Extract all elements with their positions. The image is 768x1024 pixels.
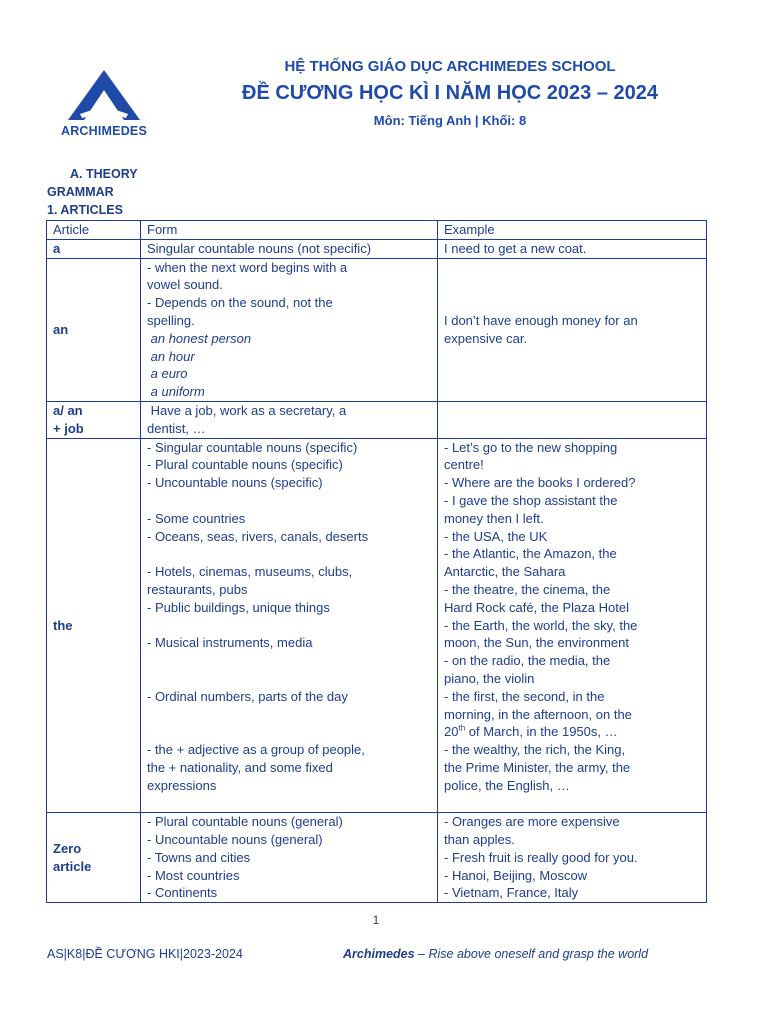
form-line: - Plural countable nouns (general) — [147, 814, 343, 830]
table-row — [47, 239, 707, 258]
footer-slogan: – Rise above oneself and grasp the world — [414, 947, 649, 961]
article-label: an — [53, 321, 69, 337]
article-cell — [47, 401, 141, 438]
superscript: th — [458, 723, 466, 733]
example-line: - on the radio, the media, the — [444, 653, 611, 669]
form-line: - Some countries — [147, 510, 246, 526]
form-cell — [141, 438, 438, 813]
article-label: a — [53, 240, 61, 256]
form-line: a uniform — [147, 384, 205, 400]
example-line: - the theatre, the cinema, the — [444, 581, 611, 597]
form-line: - Oceans, seas, rivers, canals, deserts — [147, 528, 369, 544]
article-label: + job — [53, 420, 84, 436]
form-line: Have a job, work as a secretary, a — [147, 402, 347, 418]
example-line: Hard Rock café, the Plaza Hotel — [444, 599, 629, 615]
form-line: Singular countable nouns (not specific) — [147, 240, 372, 256]
header-example: Example — [438, 221, 707, 240]
table-row — [47, 258, 707, 401]
form-line: an hour — [147, 348, 195, 364]
form-line: - Singular countable nouns (specific) — [147, 439, 358, 455]
articles-table — [46, 220, 707, 903]
form-line: - Hotels, cinemas, museums, clubs, — [147, 564, 353, 580]
example-line: moon, the Sun, the environment — [444, 635, 630, 651]
form-cell — [141, 813, 438, 903]
example-line — [444, 276, 700, 294]
archimedes-logo-icon — [66, 68, 142, 124]
example-line: I don’t have enough money for an — [444, 312, 638, 328]
example-line: - Oranges are more expensive — [444, 814, 620, 830]
example-line: - the Atlantic, the Amazon, the — [444, 546, 617, 562]
section-articles: 1. ARTICLES — [47, 203, 123, 217]
example-line — [444, 259, 700, 277]
example-cell — [438, 438, 707, 813]
example-line: expensive car. — [444, 330, 528, 346]
section-theory: A. THEORY — [70, 167, 138, 181]
example-line: police, the English, … — [444, 777, 570, 793]
example-line: - the Earth, the world, the sky, the — [444, 617, 638, 633]
form-line: the + nationality, and some fixed — [147, 759, 333, 775]
example-line: than apples. — [444, 832, 515, 848]
example-cell — [438, 813, 707, 903]
example-line — [444, 294, 700, 312]
form-line: - Uncountable nouns (general) — [147, 832, 323, 848]
example-line: morning, in the afternoon, on the — [444, 706, 632, 722]
form-line: - Musical instruments, media — [147, 635, 313, 651]
school-logo — [48, 68, 160, 140]
table-header-row — [47, 221, 707, 240]
example-line: - I gave the shop assistant the — [444, 492, 618, 508]
header-form: Form — [141, 221, 438, 240]
table-row — [47, 401, 707, 438]
article-label: article — [53, 858, 92, 874]
article-cell — [47, 438, 141, 813]
example-line — [444, 795, 700, 813]
page-number: 1 — [372, 913, 380, 927]
footer-right — [343, 947, 648, 961]
example-line: money then I left. — [444, 510, 544, 526]
line-text-rest: of March, in the 1950s, … — [465, 724, 618, 740]
header-article: Article — [47, 221, 141, 240]
footer-brand: Archimedes — [343, 947, 415, 961]
article-label: a/ an — [53, 402, 83, 418]
form-line: - Uncountable nouns (specific) — [147, 475, 323, 491]
form-line — [147, 652, 431, 670]
form-line: dentist, … — [147, 420, 206, 436]
form-line — [147, 670, 431, 688]
section-grammar: GRAMMAR — [47, 185, 114, 199]
example-line: Antarctic, the Sahara — [444, 564, 566, 580]
example-line: - the USA, the UK — [444, 528, 548, 544]
example-cell — [438, 401, 707, 438]
form-line: a euro — [147, 366, 188, 382]
form-line: - Towns and cities — [147, 849, 251, 865]
article-cell — [47, 258, 141, 401]
article-cell — [47, 239, 141, 258]
form-line: expressions — [147, 777, 217, 793]
form-line: - Plural countable nouns (specific) — [147, 457, 343, 473]
example-line: piano, the violin — [444, 670, 535, 686]
article-cell — [47, 813, 141, 903]
example-line: - the first, the second, in the — [444, 688, 605, 704]
form-cell — [141, 239, 438, 258]
logo-text: ARCHIMEDES — [60, 124, 148, 138]
form-line: - Public buildings, unique things — [147, 599, 330, 615]
example-line: I need to get a new coat. — [444, 240, 587, 256]
form-line — [147, 795, 431, 813]
example-cell — [438, 239, 707, 258]
example-line: - Vietnam, France, Italy — [444, 885, 579, 901]
example-line: centre! — [444, 457, 484, 473]
form-cell — [141, 401, 438, 438]
form-line: - Most countries — [147, 867, 240, 883]
form-line: an honest person — [147, 330, 252, 346]
example-line — [444, 402, 700, 420]
form-line: vowel sound. — [147, 277, 223, 293]
form-line — [147, 545, 431, 563]
form-line: - the + adjective as a group of people, — [147, 742, 365, 758]
form-line: restaurants, pubs — [147, 581, 248, 597]
line-text: 20 — [444, 724, 459, 740]
table-row — [47, 813, 707, 903]
example-line: - Let’s go to the new shopping — [444, 439, 618, 455]
form-cell — [141, 258, 438, 401]
article-label: Zero — [53, 840, 82, 856]
form-line: spelling. — [147, 312, 195, 328]
form-line — [147, 617, 431, 635]
footer-left: AS|K8|ĐỀ CƯƠNG HKI|2023-2024 — [47, 947, 243, 961]
form-line — [147, 492, 431, 510]
form-line: - when the next word begins with a — [147, 259, 348, 275]
example-line: - Hanoi, Beijing, Moscow — [444, 867, 588, 883]
article-label: the — [53, 617, 73, 633]
example-line: the Prime Minister, the army, the — [444, 759, 631, 775]
form-line: - Ordinal numbers, parts of the day — [147, 688, 348, 704]
example-line: - Fresh fruit is really good for you. — [444, 849, 638, 865]
example-line — [444, 723, 700, 741]
subject-line: Môn: Tiếng Anh | Khối: 8 — [373, 113, 527, 128]
document-title: ĐỀ CƯƠNG HỌC KÌ I NĂM HỌC 2023 – 2024 — [242, 82, 658, 104]
example-line: - Where are the books I ordered? — [444, 475, 636, 491]
table-row — [47, 438, 707, 813]
form-line: - Depends on the sound, not the — [147, 295, 333, 311]
form-line: - Continents — [147, 885, 218, 901]
school-name: HỆ THỐNG GIÁO DỤC ARCHIMEDES SCHOOL — [284, 58, 616, 75]
form-line — [147, 706, 431, 724]
form-line — [147, 723, 431, 741]
example-line: - the wealthy, the rich, the King, — [444, 742, 626, 758]
example-cell — [438, 258, 707, 401]
